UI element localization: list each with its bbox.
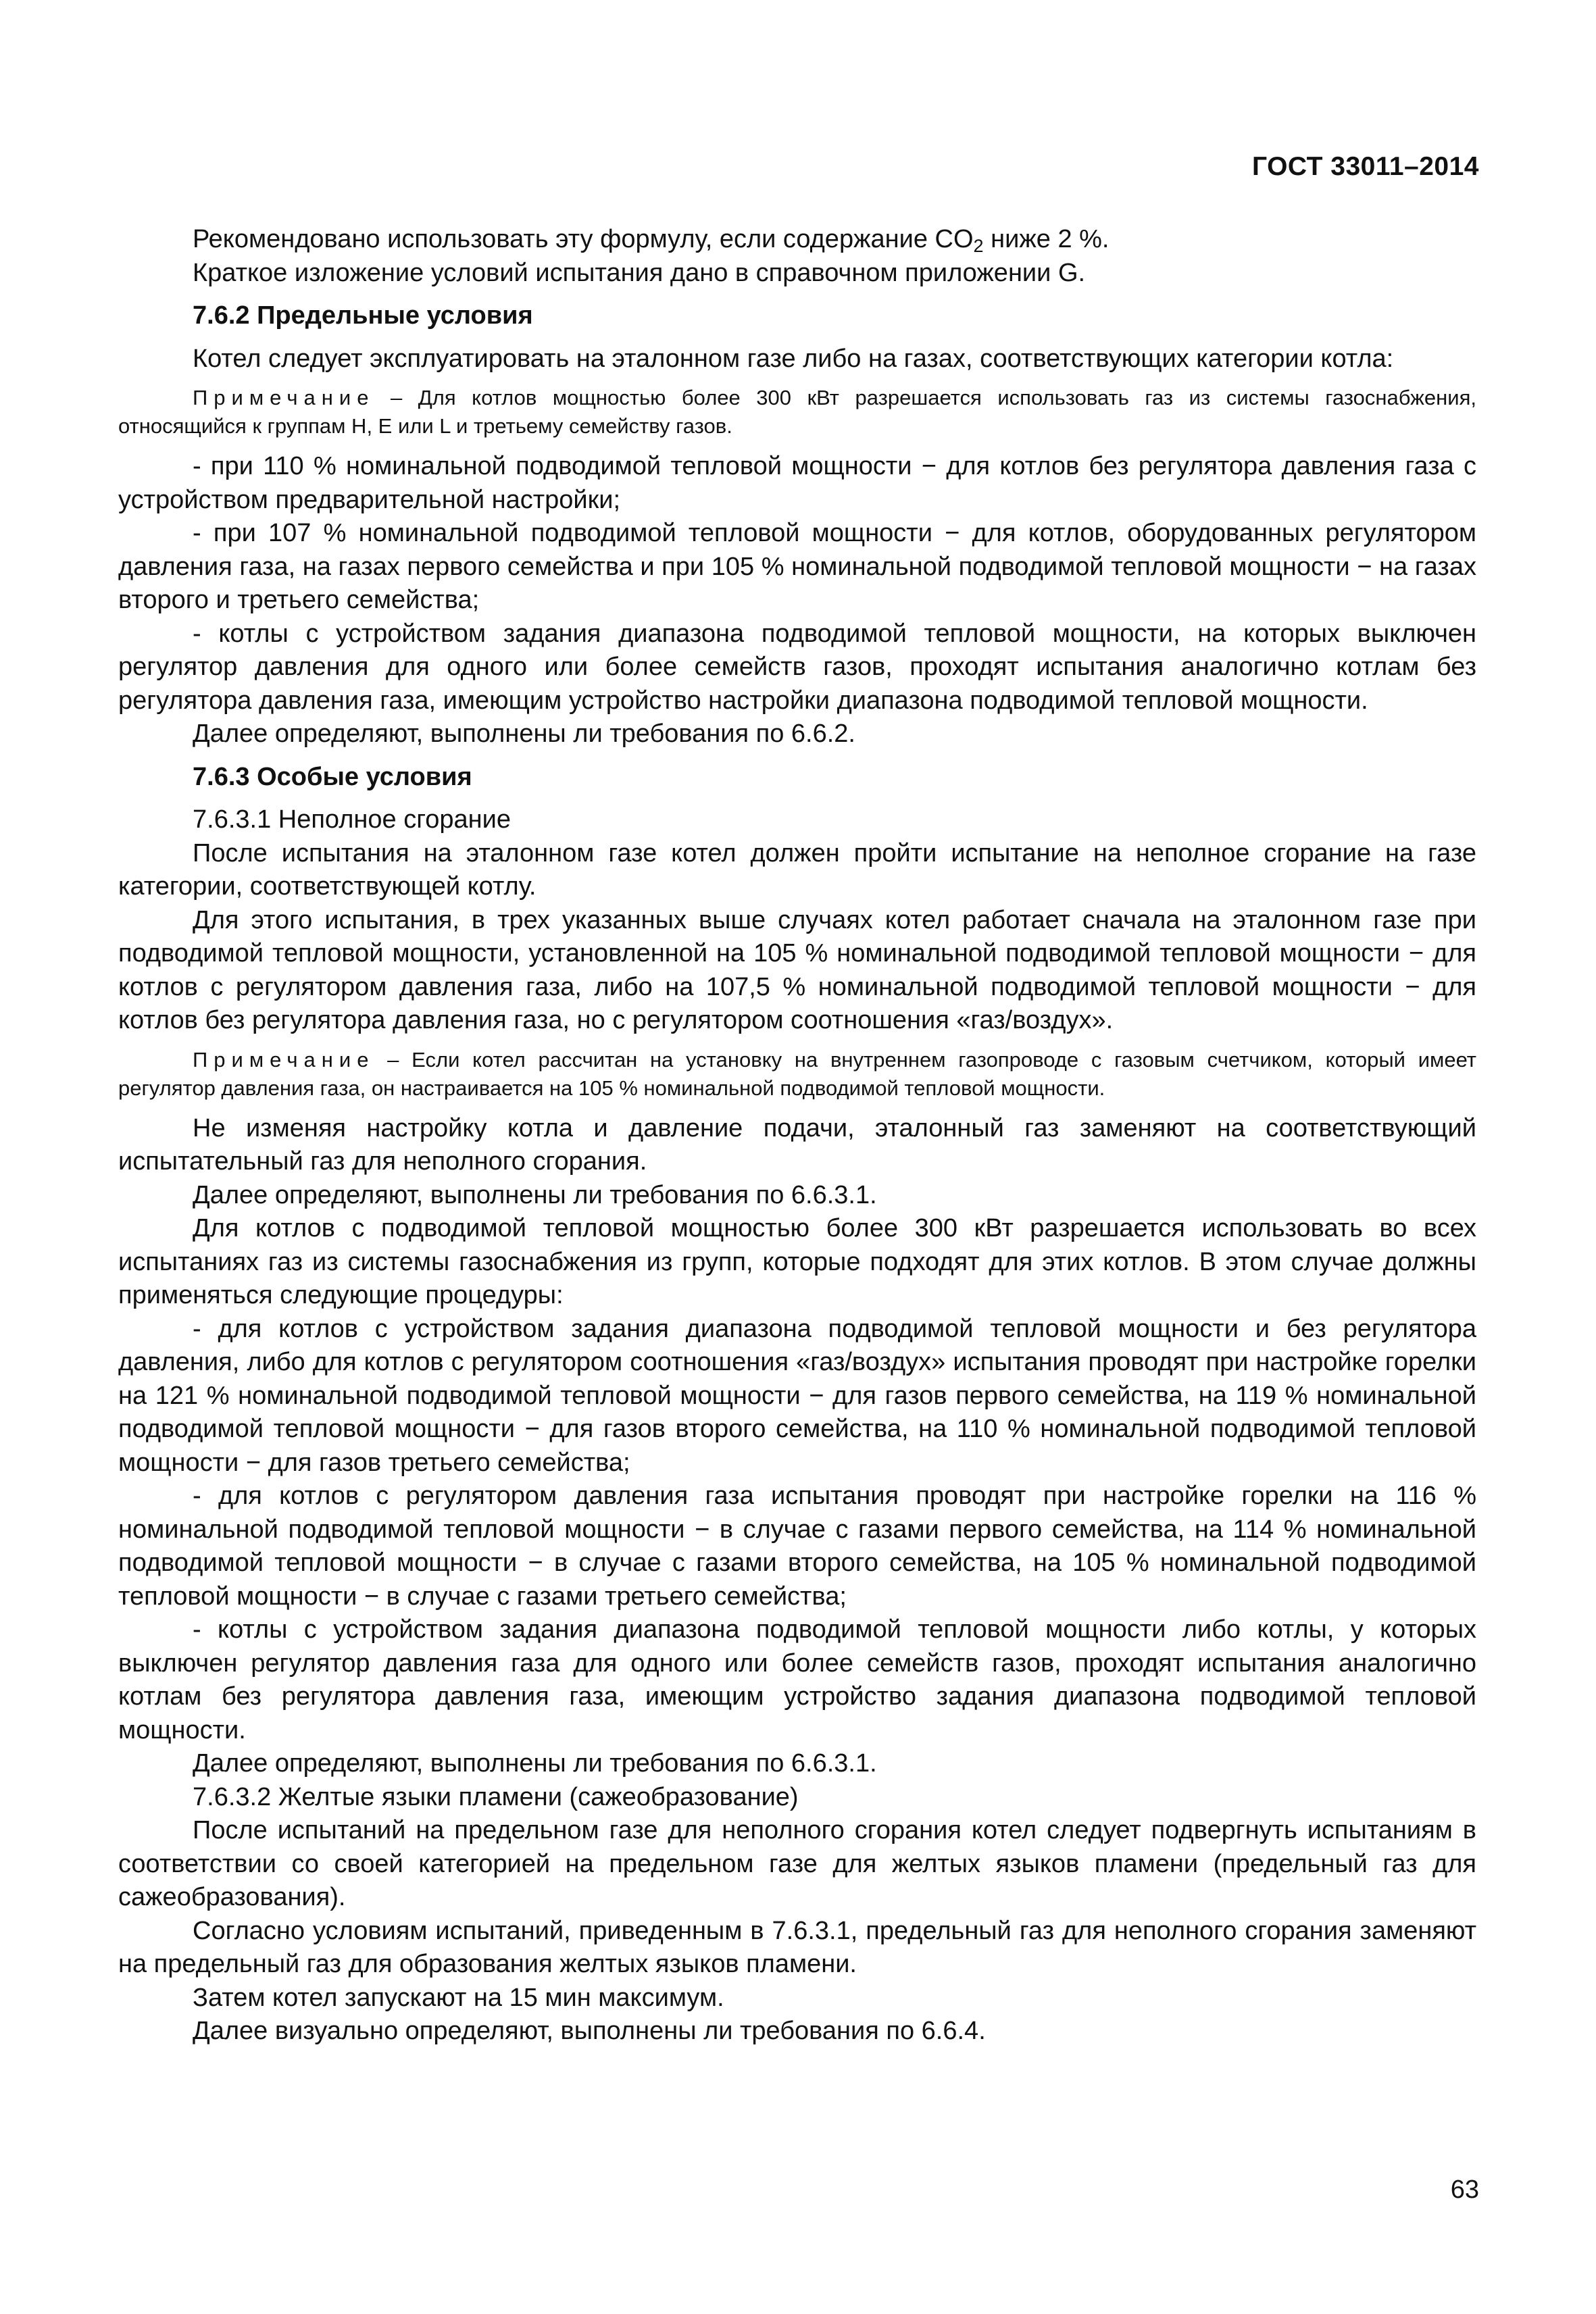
- paragraph-replace-gas: Не изменяя настройку котла и давление подачи, эталонный газ заменяют на соответствующий испытательный газ для неполного сгорания.: [118, 1113, 1476, 1176]
- paragraph-check-6-6-4: Далее визуально определяют, выполнены ли требования по 6.6.4.: [193, 2017, 986, 2045]
- paragraph-test-procedure: Для этого испытания, в трех указанных выше случаях котел работает сначала на эталонном газе при подводимой тепловой мощности, установленной на 105 % номинальной подводимой тепловой мощности − для котлов с регулятором давления газа, либо на 107,5 % номинальной подводимой тепловой мощности − для котлов без регулятора давления газа, но с регулятором соотношения «газ/воздух».: [118, 905, 1476, 1034]
- note-300kw: Примечание – Для котлов мощностью более 300 кВт разрешается использовать газ из системы газоснабжения, относящийся к группам H, E или L и третьему семейству газов.: [118, 386, 1476, 438]
- paragraph-check-6-6-2: Далее определяют, выполнены ли требования по 6.6.2.: [193, 720, 855, 748]
- paragraph-yellow-flames: После испытаний на предельном газе для неполного сгорания котел следует подвергнуть испытаниям в соответствии со своей категорией на предельном газе для желтых языков пламени (предельный газ для сажеобразования).: [118, 1816, 1476, 1911]
- paragraph-limit-gas: Согласно условиям испытаний, приведенным в 7.6.3.1, предельный газ для неполного сгорания заменяют на предельный газ для образования желтых языков пламени.: [118, 1916, 1476, 1978]
- note-gas-meter: Примечание – Если котел рассчитан на установку на внутреннем газопроводе с газовым счетчиком, который имеет регулятор давления газа, он настраивается на 105 % номинальной подводимой тепловой мощности.: [118, 1047, 1476, 1100]
- page-number: 63: [1450, 2175, 1479, 2204]
- list-item-107: - при 107 % номинальной подводимой тепловой мощности − для котлов, оборудованных регулятором давления газа, на газах первого семейства и при 105 % номинальной подводимой тепловой мощности − на газах второго и третьего семейства;: [118, 519, 1476, 614]
- paragraph-co2-formula: Рекомендовано использовать эту формулу, если содержание $CO_2$ ниже 2 %.: [193, 225, 1109, 256]
- paragraph-incomplete-combustion: После испытания на эталонном газе котел должен пройти испытание на неполное сгорание на газе категории, соответствующей котлу.: [118, 838, 1476, 901]
- subheading-7-6-3-2: 7.6.3.2 Желтые языки пламени (сажеобразование): [193, 1782, 799, 1811]
- paragraph-reference-gas: Котел следует эксплуатировать на эталонном газе либо на газах, соответствующих категории котла:: [193, 344, 1394, 373]
- paragraph-15-min: Затем котел запускают на 15 мин максимум.: [193, 1983, 724, 2012]
- document-body: [118, 223, 1476, 2048]
- paragraph-check-6-6-3-1-b: Далее определяют, выполнены ли требования по 6.6.3.1.: [193, 1749, 877, 1778]
- list-item-range-device: - котлы с устройством задания диапазона подводимой тепловой мощности, на которых выключен регулятор давления для одного или более семейств газов, проходят испытания аналогично котлам без регулятора давления газа, имеющим устройство настройки диапазона подводимой тепловой мощности.: [118, 619, 1476, 715]
- heading-7-6-2: 7.6.2 Предельные условия: [193, 301, 533, 330]
- subheading-7-6-3-1: 7.6.3.1 Неполное сгорание: [193, 805, 511, 834]
- list-item-range-device-2: - котлы с устройством задания диапазона подводимой тепловой мощности либо котлы, у которых выключен регулятор давления газа для одного или более семейств газов, проходят испытания аналогично котлам без регулятора давления газа, имеющим устройство задания диапазона подводимой тепловой мощности.: [118, 1615, 1476, 1744]
- paragraph-appendix-g: Краткое изложение условий испытания дано в справочном приложении G.: [193, 258, 1086, 287]
- heading-7-6-3: 7.6.3 Особые условия: [193, 762, 472, 791]
- list-item-116: - для котлов с регулятором давления газа испытания проводят при настройке горелки на 116 % номинальной подводимой тепловой мощности − в случае с газами первого семейства, на 114 % номинальной подводимой тепловой мощности − в случае с газами второго семейства, на 105 % номинальной подводимой тепловой мощности − в случае с газами третьего семейства;: [118, 1482, 1476, 1611]
- paragraph-over-300kw: Для котлов с подводимой тепловой мощностью более 300 кВт разрешается использовать во всех испытаниях газ из системы газоснабжения из групп, которые подходят для этих котлов. В этом случае должны применяться следующие процедуры:: [118, 1214, 1476, 1309]
- paragraph-check-6-6-3-1-a: Далее определяют, выполнены ли требования по 6.6.3.1.: [193, 1180, 877, 1209]
- list-item-121: - для котлов с устройством задания диапазона подводимой тепловой мощности и без регулятора давления, либо для котлов с регулятором соотношения «газ/воздух» испытания проводят при настройке горелки на 121 % номинальной подводимой тепловой мощности − для газов первого семейства, на 119 % номинальной подводимой тепловой мощности − для газов второго семейства, на 110 % номинальной подводимой тепловой мощности − для газов третьего семейства;: [118, 1314, 1476, 1477]
- list-item-110: - при 110 % номинальной подводимой тепловой мощности − для котлов без регулятора давления газа с устройством предварительной настройки;: [118, 452, 1476, 514]
- document-code-header: ГОСТ 33011–2014: [1251, 152, 1479, 181]
